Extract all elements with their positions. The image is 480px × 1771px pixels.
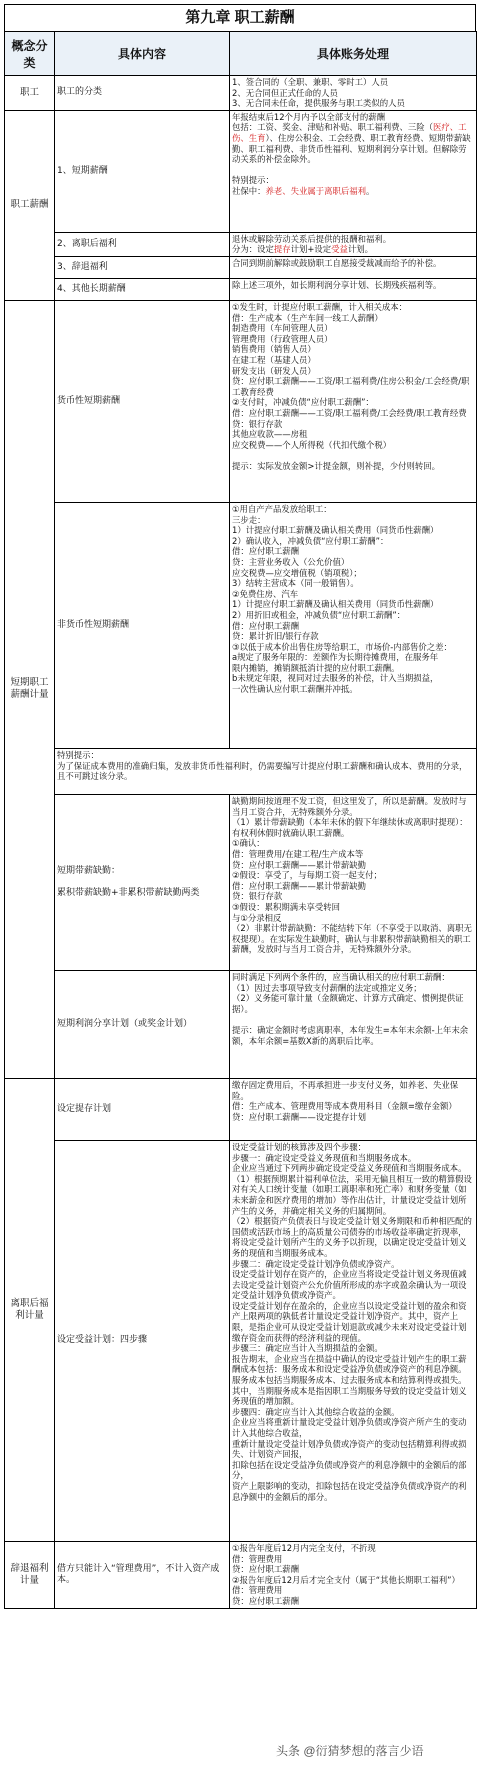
- table-row: [5, 502, 477, 748]
- watermark: 头条 @衍猜梦想的落言少语: [276, 1744, 424, 1758]
- category-cell: 离职后福利计量: [5, 1078, 55, 1541]
- text-segment: 短期带薪缺勤：: [57, 865, 121, 876]
- category-cell: 辞退福利计量: [5, 1541, 55, 1608]
- page: [4, 4, 476, 1609]
- content-cell: 短期利润分享计划（或奖金计划）: [55, 970, 230, 1078]
- accounting-cell: 缺勤期间按道理不发工资，但这里发了，所以是薪酬。发放时与当月工资合并，无特殊额外分录。 （1）累计带薪缺勤（本年未休的假下年继续休或离职时提现）：有权利休假时就确认职工薪酬。 ①确认： 借：管理费用/在建工程/生产成本等 贷：应付职工薪酬——累计带薪缺勤 ②假设：享受了，与每期工资一起支付； 借：应付职工薪酬——累计带薪缺勤 贷：银行存款 ③假设：累积期满未享受转回 与①分录相反 （2）非累计带薪缺勤：不能结转下年（不享受于以取消、离职无权提现）。在实际发生缺勤时，确认与非累积带薪缺勤相关的职工薪酬，发放时与当月工资合并，无特殊额外分录。: [230, 794, 477, 970]
- content-cell: 借方只能计入“管理费用”，不计入资产成本。: [55, 1541, 230, 1608]
- table-row: [5, 256, 477, 278]
- content-cell: 设定受益计划：四步骤: [55, 1140, 230, 1541]
- category-cell: 职工: [5, 76, 55, 111]
- accounting-cell: ①用自产产品发放给职工： 三步走： 1）计提应付职工薪酬及确认相关费用（同货币性薪酬） 2）确认收入，冲减负债“应付职工薪酬”： 借：应付职工薪酬 贷：主营业务收入（公允价值） 应交税费—应交增值税（销项税）； 3）结转主营成本（同一般销售）。 ②免费住房、汽车 1）计提应付职工薪酬及确认相关费用（同货币性薪酬） 2）用折旧或租金，冲减负债“应付职工薪酬”： 借：应付职工薪酬 贷：累计折旧/银行存款 ③以低于成本价出售住房等给职工，市场价-内部售价之差： a规定了服务年限的：差额作为长期待摊费用，在服务年 限内摊销，摊销额抵消计提的应付职工薪酬。 b未规定年限，视同对过去服务的补偿，计入当期损益， 一次性确认应付职工薪酬并冲抵。: [230, 502, 477, 748]
- accounting-cell: 同时满足下列两个条件的，应当确认相关的应付职工薪酬： （1）因过去事项导致支付薪酬的法定或推定义务； （2）义务能可靠计量（金额确定、计算方式确定、惯例提供证据）。 提示：确定金额时考虑离职率，本年发生=本年末余额-上年末余额，本年余额=基数X新的离职后比率。: [230, 970, 477, 1078]
- table-row: [5, 970, 477, 1078]
- salary-table: [4, 31, 477, 1609]
- table-row: [5, 794, 477, 970]
- content-cell: 非货币性短期薪酬: [55, 502, 230, 748]
- accounting-cell: 缴存固定费用后，不再承担进一步支付义务，如养老、失业保险。 借：生产成本、管理费用等成本费用科目（金额=缴存金额） 贷：应付职工薪酬——设定提存计划: [230, 1078, 477, 1140]
- table-row: [5, 1541, 477, 1608]
- text-segment: ）、住房公积金、工会经费、职工教育经费、短期带薪缺勤、职工福利费、非货币性福利、短期利润分享计划。但解除劳动关系的补偿金除外。 特别提示： 社保中：: [232, 132, 471, 196]
- content-cell: 设定提存计划: [55, 1078, 230, 1140]
- content-cell: 货币性短期薪酬: [55, 300, 230, 502]
- header-category: 概念分类: [5, 32, 55, 76]
- table-row: [5, 1078, 477, 1140]
- table-row: [5, 748, 477, 794]
- accounting-cell: ①报告年度后12月内完全支付，不折现 借：管理费用 贷：应付职工薪酬 ②报告年度后12月后才完全支付（属于“其他长期职工福利”） 借：管理费用 贷：应付职工薪酬: [230, 1541, 477, 1608]
- header-row: [5, 32, 477, 76]
- highlight-text: 养老、失业属于离职后福利: [265, 185, 366, 196]
- table-row: [5, 300, 477, 502]
- text-segment: 累积带薪缺勤+非累积带薪缺勤两类: [57, 887, 200, 898]
- accounting-cell: [230, 232, 477, 256]
- text-segment: 计划+设定: [290, 244, 332, 255]
- accounting-cell: ①发生时，计提应付职工薪酬，计入相关成本： 借：生产成本（生产车间一线工人薪酬） 制造费用（车间管理人员） 管理费用（行政管理人员） 销售费用（销售人员） 在建工程（基建人员） 研发支出（研发人员） 贷：应付职工薪酬——工资/职工福利费/住房公积金/工会经费/职工教育经费 ②支付时，冲减负债“应付职工薪酬”： 借：应付职工薪酬——工资/职工福利费/工会经费/职工教育经费 贷：银行存款 其他应收款——房租 应交税费——个人所得税（代扣代缴个税） 提示：实际发放金额>计提金额，则补提，少付则转回。: [230, 300, 477, 502]
- highlight-text: 提存: [273, 244, 291, 255]
- highlight-text: 受益: [331, 244, 348, 255]
- content-cell: [55, 794, 230, 970]
- content-cell: 4、其他长期薪酬: [55, 278, 230, 300]
- text-segment: 计划。: [347, 244, 374, 255]
- category-cell: 短期职工薪酬计量: [5, 300, 55, 1078]
- content-cell: 职工的分类: [55, 76, 230, 111]
- text-segment: 。: [366, 185, 375, 196]
- content-cell: 3、辞退福利: [55, 256, 230, 278]
- content-cell: 1、短期薪酬: [55, 110, 230, 232]
- header-content: 具体内容: [55, 32, 230, 76]
- table-row: [5, 110, 477, 232]
- accounting-cell: [230, 110, 477, 232]
- table-row: [5, 76, 477, 111]
- highlight-text: 医疗、工伤、生育: [232, 122, 467, 143]
- text-segment: 年报结束后12个月内予以全部支付的薪酬 包括：工资、奖金、津贴和补贴、职工福利费、三险（: [232, 111, 433, 133]
- content-cell: 2、离职后福利: [55, 232, 230, 256]
- table-row: [5, 232, 477, 256]
- note-cell: 特别提示： 为了保证成本费用的准确归集，发放非货币性福利时，仍需要编写计提应付职工薪酬和确认成本、费用的分录，且不可跳过该分录。: [55, 748, 477, 794]
- header-accounting: 具体账务处理: [230, 32, 477, 76]
- table-row: [5, 1140, 477, 1541]
- accounting-cell: 设定受益计划的核算涉及四个步骤： 步骤一：确定设定受益义务现值和当期服务成本。 企业应当通过下列两步确定设定受益义务现值和当期服务成本。 （1）根据预期累计福利单位法，采用无偏且相互一致的精算假设对有关人口统计变量（如职工离职率和死亡率）和财务变量（如未来薪金和医疗费用的增加）等作出估计，计量设定受益计划所产生的义务，并确定相关义务的归属期间。 （2）根据资产负债表日与设定受益计划义务期限和币种相匹配的国债或活跃市场上的高质量公司债券的市场收益率确定折现率，将设定受益计划所产生的义务予以折现，以确定设定受益计划义务的现值和当期服务成本。 步骤二：确定设定受益计划净负债或净资产。 设定受益计划存在资产的，企业应当将设定受益计划义务现值减去设定受益计划资产公允价值所形成的赤字或盈余确认为一项设定受益计划净负债或净资产。 设定受益计划存在盈余的，企业应当以设定受益计划的盈余和资产上限两项的孰低者计量设定受益计划净资产。其中，资产上限，是指企业可从设定受益计划退款或减少未来对设定受益计划缴存资金而获得的经济利益的现值。 步骤三：确定应当计入当期损益的金额。 报告期末，企业应当在损益中确认的设定受益计划产生的职工薪酬成本包括：服务成本和设定受益净负债或净资产的利息净额。 服务成本包括当期服务成本、过去服务成本和结算利得或损失。其中，当期服务成本是指因职工当期服务导致的设定受益计划义务现值的增加额。 步骤四：确定应当计入其他综合收益的金额。 企业应当将重新计量设定受益计划净负债或净资产所产生的变动计入其他综合收益， 重新计量设定受益计划净负债或净资产的变动包括精算利得或损失、计划资产回报， 扣除包括在设定受益净负债或净资产的利息净额中的金额后的部分， 资产上限影响的变动，扣除包括在设定受益净负债或净资产的利息净额中的金额后的部分。: [230, 1140, 477, 1541]
- accounting-cell: 除上述三项外，如长期利润分享计划、长期残疾福利等。: [230, 278, 477, 300]
- page-title: 第九章 职工薪酬: [4, 4, 476, 31]
- accounting-cell: 合同到期前解除或鼓励职工自愿接受裁减而给予的补偿。: [230, 256, 477, 278]
- category-cell: 职工薪酬: [5, 110, 55, 300]
- text-segment: 退休或解除劳动关系后提供的报酬和福利。 分为：设定: [232, 233, 392, 255]
- accounting-cell: 1、签合同的（全职、兼职、零时工）人员 2、无合同但正式任命的人员 3、无合同未任命，提供服务与职工类似的人员: [230, 76, 477, 111]
- table-row: [5, 278, 477, 300]
